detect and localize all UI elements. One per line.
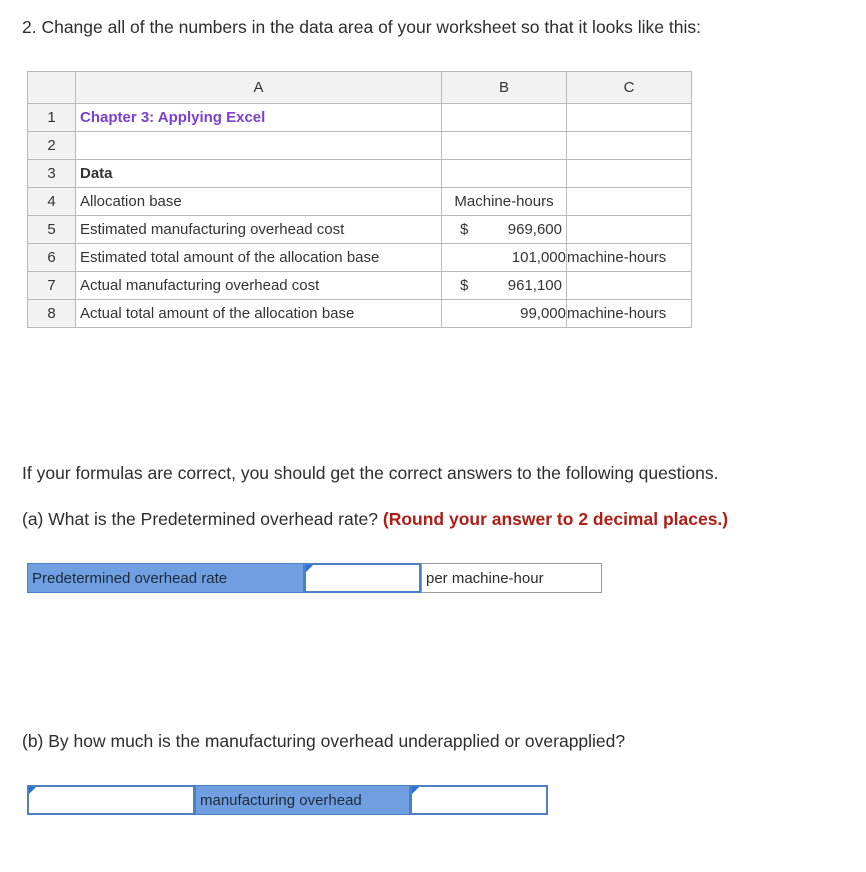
row-number: 5 xyxy=(28,216,76,244)
overhead-label: manufacturing overhead xyxy=(195,785,410,815)
row-number: 8 xyxy=(28,300,76,328)
cell-a2 xyxy=(76,132,442,160)
cell-c3 xyxy=(567,160,692,188)
cell-b2 xyxy=(442,132,567,160)
sheet-row xyxy=(28,132,692,160)
question-a xyxy=(22,509,728,530)
actual-base-value: 99,000 xyxy=(442,300,567,328)
unit-label: machine-hours xyxy=(567,300,692,328)
rate-label: Predetermined overhead rate xyxy=(27,563,304,593)
column-header-a: A xyxy=(76,72,442,104)
answer-row-b xyxy=(27,785,548,815)
cell-c4 xyxy=(567,188,692,216)
unit-label: machine-hours xyxy=(567,244,692,272)
row-number: 1 xyxy=(28,104,76,132)
row-number: 4 xyxy=(28,188,76,216)
actual-overhead-value: 961,100 xyxy=(507,277,562,294)
cell-b1 xyxy=(442,104,567,132)
sheet-row xyxy=(28,216,692,244)
amount-input[interactable] xyxy=(27,785,195,815)
data-heading: Data xyxy=(76,160,442,188)
input-marker-icon xyxy=(306,565,313,572)
cell-c2 xyxy=(567,132,692,160)
currency-symbol: $ xyxy=(460,277,469,294)
row-number: 2 xyxy=(28,132,76,160)
sheet-row xyxy=(28,300,692,328)
row-label: Allocation base xyxy=(76,188,442,216)
row-number: 3 xyxy=(28,160,76,188)
corner-cell xyxy=(28,72,76,104)
estimated-overhead-cell xyxy=(442,216,567,244)
actual-overhead-cell xyxy=(442,272,567,300)
input-marker-icon xyxy=(29,787,36,794)
sheet-title: Chapter 3: Applying Excel xyxy=(76,104,442,132)
followup-text: If your formulas are correct, you should get the correct answers to the following questions. xyxy=(22,463,719,483)
estimated-base-value: 101,000 xyxy=(442,244,567,272)
column-header-row xyxy=(28,72,692,104)
question-a-text: (a) What is the Predetermined overhead rate? xyxy=(22,509,379,529)
instruction-text: 2. Change all of the numbers in the data area of your worksheet so that it looks like this: xyxy=(22,17,701,37)
currency-symbol: $ xyxy=(460,221,469,238)
question-b: (b) By how much is the manufacturing overhead underapplied or overapplied? xyxy=(22,731,626,751)
row-number: 7 xyxy=(28,272,76,300)
row-number: 6 xyxy=(28,244,76,272)
row-label: Actual manufacturing overhead cost xyxy=(76,272,442,300)
underapplied-overapplied-select[interactable] xyxy=(410,785,548,815)
cell-c5 xyxy=(567,216,692,244)
estimated-overhead-value: 969,600 xyxy=(507,221,562,238)
sheet-row xyxy=(28,160,692,188)
rate-input[interactable] xyxy=(304,563,421,593)
sheet-row xyxy=(28,244,692,272)
row-label: Estimated manufacturing overhead cost xyxy=(76,216,442,244)
column-header-b: B xyxy=(442,72,567,104)
cell-c1 xyxy=(567,104,692,132)
input-marker-icon xyxy=(412,787,419,794)
rounding-note: (Round your answer to 2 decimal places.) xyxy=(382,509,729,529)
sheet-row xyxy=(28,272,692,300)
answer-row-a xyxy=(27,563,602,593)
row-label: Estimated total amount of the allocation base xyxy=(76,244,442,272)
column-header-c: C xyxy=(567,72,692,104)
sheet-row xyxy=(28,104,692,132)
sheet-row xyxy=(28,188,692,216)
cell-c7 xyxy=(567,272,692,300)
cell-b3 xyxy=(442,160,567,188)
worksheet-table xyxy=(27,71,692,328)
rate-unit: per machine-hour xyxy=(421,563,602,593)
allocation-base-value: Machine-hours xyxy=(442,188,567,216)
row-label: Actual total amount of the allocation base xyxy=(76,300,442,328)
